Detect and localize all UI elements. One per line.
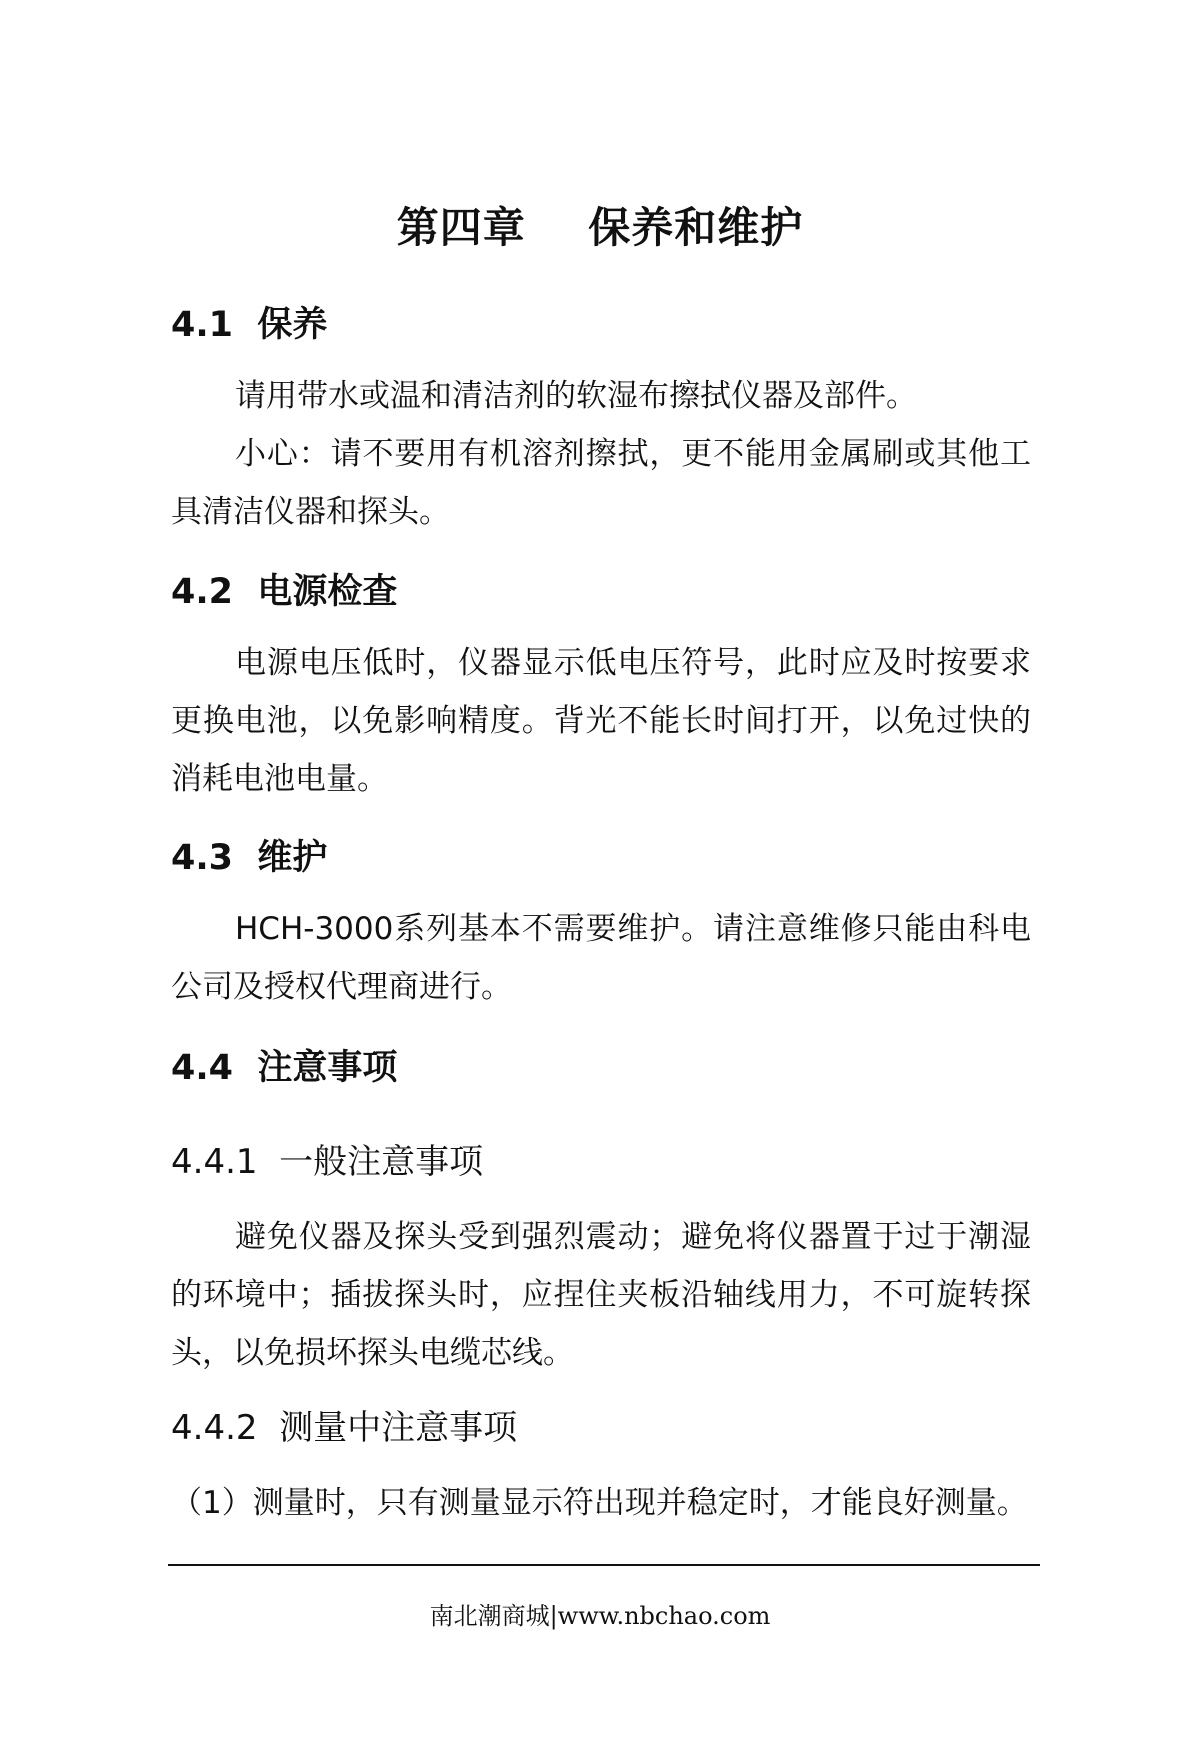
section-heading-4-4-1: 4.4.1 一般注意事项	[171, 1142, 484, 1182]
section-heading-4-4-2: 4.4.2 测量中注意事项	[171, 1408, 518, 1448]
section-heading-4-4: 4.4 注意事项	[171, 1048, 398, 1088]
section-4-4-2-paragraph-1: （1）测量时，只有测量显示符出现并稳定时，才能良好测量。	[171, 1485, 1028, 1521]
footer-divider	[168, 1564, 1040, 1566]
section-heading-4-1: 4.1 保养	[171, 305, 328, 345]
footer-text: 南北潮商城|www.nbchao.com	[429, 1602, 771, 1630]
section-4-4-1-paragraph-1: 避免仪器及探头受到强烈震动；避免将仪器置于过于潮湿的环境中；插拔探头时，应捏住夹板沿轴线用力，不可旋转探头，以免损坏探头电缆芯线。	[171, 1219, 1031, 1371]
section-4-3-paragraph-1: HCH-3000系列基本不需要维护。请注意维修只能由科电公司及授权代理商进行。	[171, 911, 1031, 1005]
section-heading-4-2: 4.2 电源检查	[171, 572, 398, 612]
section-4-1-paragraph-1: 请用带水或温和清洁剂的软湿布擦拭仪器及部件。	[235, 378, 917, 414]
section-4-1-paragraph-2: 小心：请不要用有机溶剂擦拭，更不能用金属刷或其他工具清洁仪器和探头。	[171, 436, 1031, 530]
section-4-2-paragraph-1: 电源电压低时，仪器显示低电压符号，此时应及时按要求更换电池，以免影响精度。背光不能长时间打开，以免过快的消耗电池电量。	[171, 645, 1031, 797]
section-heading-4-3: 4.3 维护	[171, 838, 328, 878]
chapter-title: 第四章 保养和维护	[396, 203, 804, 252]
